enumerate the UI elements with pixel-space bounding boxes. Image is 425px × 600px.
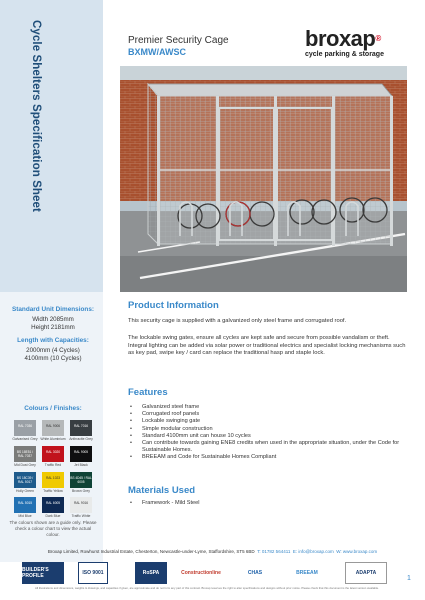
colour-name: Mid Dust Grey bbox=[14, 463, 36, 467]
list-item: • Standard 4100mm unit can house 10 cycles bbox=[128, 433, 408, 440]
colour-swatch: BS 4D45 / RAL 6005 bbox=[70, 472, 92, 488]
colour-swatch: RAL 3020 bbox=[42, 446, 64, 462]
colours-heading: Colours / Finishes: bbox=[24, 405, 82, 412]
list-item: • BREEAM and Code for Sustainable Homes Compliant bbox=[128, 454, 408, 461]
colour-swatch: RAL 9005 bbox=[70, 446, 92, 462]
accreditation-logo: Constructionline bbox=[180, 562, 222, 584]
accreditation-logo: ADAPTA bbox=[345, 562, 387, 584]
capacities-heading: Length with Capacities: bbox=[17, 337, 89, 344]
colour-swatch: RAL 7036 bbox=[14, 420, 36, 436]
product-info-paragraph-2: The lockable swing gates, ensure all cycles are kept safe and secure from possible vandalism or theft. Integral lighting can be added via solar power or traditional electrics and specialist locking mechanisms such as key pad, swipe key / card can replace the traditional hasp and staple lock. bbox=[128, 335, 406, 356]
security-cage-image bbox=[120, 66, 407, 292]
colour-swatch: BS 18C39 / RAL 5017 bbox=[14, 472, 36, 488]
colour-swatch: RAL 1023 bbox=[42, 472, 64, 488]
materials-list bbox=[128, 500, 408, 507]
colour-name: White Aluminium bbox=[40, 437, 66, 441]
accreditation-logo: CHAS bbox=[240, 562, 270, 584]
colour-swatch: RAL 7016 bbox=[70, 420, 92, 436]
telephone[interactable]: T: 01782 564411 bbox=[257, 549, 291, 554]
features-list bbox=[128, 404, 408, 462]
website-link[interactable]: W: www.broxap.com bbox=[336, 549, 378, 554]
accreditation-logo: BREEAM bbox=[290, 562, 324, 584]
colour-swatch: BS 18E51 / RAL 7037 bbox=[14, 446, 36, 462]
list-item: • Can contribute towards gaining ENE8 credits when used in the appropriate situation, under the Code for Sustainable Homes. bbox=[128, 440, 408, 454]
email-link[interactable]: E: info@broxap.com bbox=[292, 549, 334, 554]
product-title: Premier Security Cage bbox=[128, 35, 229, 46]
sidebar-band bbox=[0, 0, 103, 292]
accreditation-logo: BUILDER'S PROFILE bbox=[22, 562, 64, 584]
accreditation-logo: RoSPA bbox=[135, 562, 167, 584]
product-info-paragraph-1: This security cage is supplied with a galvanized only steel frame and corrugated roof. bbox=[128, 318, 347, 324]
colour-name: Galvanised Grey bbox=[12, 437, 38, 441]
product-photo bbox=[120, 66, 407, 292]
features-heading: Features bbox=[128, 387, 168, 398]
colour-disclaimer: The colours shown are a guide only. Please check a colour chart to view the actual colour. bbox=[9, 520, 97, 537]
colour-swatch: RAL 5015 bbox=[14, 497, 36, 513]
dimensions-heading: Standard Unit Dimensions: bbox=[11, 306, 95, 313]
colour-name: Traffic Yellow bbox=[43, 489, 63, 493]
list-item: • Simple modular construction bbox=[128, 426, 408, 433]
brand-tagline: cycle parking & storage bbox=[305, 51, 384, 58]
colour-name: Traffic Red bbox=[44, 463, 62, 467]
colour-name: Dark Blue bbox=[45, 514, 61, 518]
colour-name: Jet Black bbox=[74, 463, 88, 467]
list-item: • Corrugated roof panels bbox=[128, 411, 408, 418]
footer-address-line bbox=[0, 549, 425, 554]
list-item: • Framework - Mild Steel bbox=[128, 500, 408, 507]
dimension-width: Width 2085mm bbox=[32, 316, 74, 323]
capacity-4-cycles: 2000mm (4 Cycles) bbox=[26, 347, 80, 354]
company-address: Broxap Limited, Rowhurst Industrial Estate, Chesterton, Newcastle-under-Lyme, Staffordshire, ST5 6BD bbox=[47, 549, 255, 554]
colour-name: Brown Grey bbox=[72, 489, 90, 493]
colour-name: Anthracite Grey bbox=[69, 437, 93, 441]
list-item: • Galvanized steel frame bbox=[128, 404, 408, 411]
product-info-heading: Product Information bbox=[128, 300, 219, 311]
materials-heading: Materials Used bbox=[128, 485, 196, 496]
page-number: 1 bbox=[407, 575, 411, 582]
colour-name: Holly Green bbox=[16, 489, 34, 493]
colour-name: Mid Blue bbox=[18, 514, 32, 518]
capacity-10-cycles: 4100mm (10 Cycles) bbox=[24, 355, 82, 362]
list-item: • Lockable swinging gate bbox=[128, 418, 408, 425]
broxap-logo: broxap® cycle parking & storage bbox=[305, 28, 395, 58]
colour-name: Traffic White bbox=[71, 514, 91, 518]
sheet-vertical-title: Cycle Shelters Specification Sheet bbox=[30, 20, 42, 212]
colour-swatch: RAL 9006 bbox=[42, 420, 64, 436]
colour-swatch: RAL 6005 bbox=[42, 497, 64, 513]
accreditation-logo: ISO 9001 bbox=[78, 562, 108, 584]
product-code: BXMW/AWSC bbox=[128, 47, 186, 57]
colour-swatch: RAL 9016 bbox=[70, 497, 92, 513]
legal-disclaimer: All illustrations and dimensions, weights & drawings, and capacities if given, are approximate and do not form any part of this contract. Broxap reserves the right to alter specifications and designs without prior notice. Please check that this document is the latest version available. bbox=[35, 586, 379, 590]
dimension-height: Height 2181mm bbox=[31, 324, 75, 331]
brand-name: broxap bbox=[305, 26, 376, 51]
